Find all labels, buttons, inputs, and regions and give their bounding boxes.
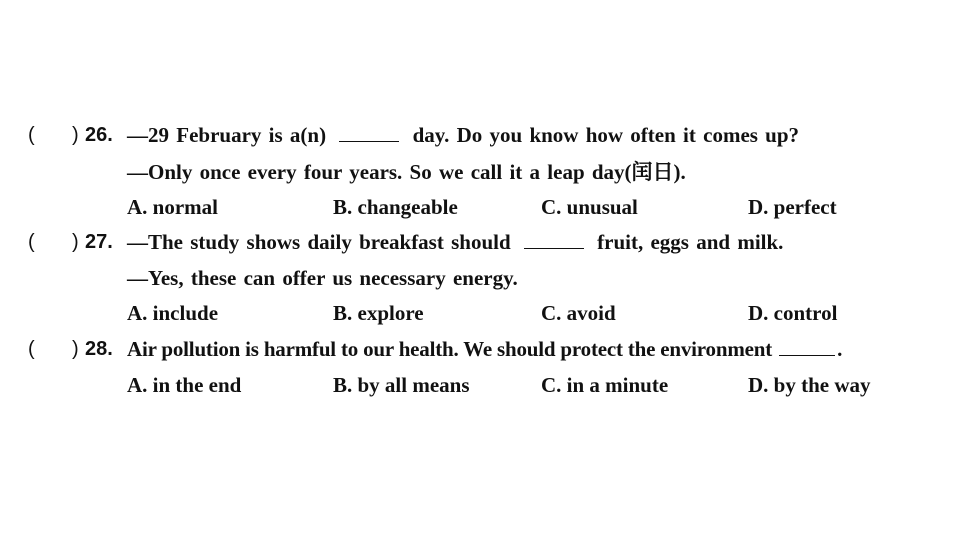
question-28-options [0,370,960,400]
option-d: D. control [748,301,838,325]
close-paren: ) [72,124,79,146]
question-26-options [0,192,960,222]
question-27-options [0,298,960,328]
option-c: C. unusual [541,195,638,219]
stem-before-blank: Air pollution is harmful to our health. We should protect the environment [127,337,778,361]
question-27-line-2 [0,263,960,293]
option-c: C. in a minute [541,373,669,397]
option-c: C. avoid [541,301,616,325]
question-stem [127,120,799,150]
option-b: B. explore [333,301,424,325]
question-stem [127,334,842,364]
option-a: A. normal [127,195,218,219]
option-a: A. in the end [127,373,242,397]
dialogue-response: —Yes, these can offer us necessary energy. [127,266,518,290]
stem-after-blank: day. Do you know how often it comes up? [405,123,800,147]
close-paren: ) [72,338,79,360]
dialogue-response: —Only once every four years. So we call it a leap day(闰日). [127,160,686,184]
question-number: 27. [85,231,113,253]
question-number: 28. [85,338,113,360]
question-27-line-1 [0,227,960,257]
answer-blank [339,123,399,142]
stem-after-blank: . [837,337,843,361]
option-d: D. perfect [748,195,837,219]
answer-blank [779,337,835,356]
question-26-line-2 [0,157,960,187]
option-d: D. by the way [748,373,871,397]
answer-blank [524,230,584,249]
option-a: A. include [127,301,219,325]
open-paren: ( [28,338,35,360]
question-stem [127,227,783,257]
stem-before-blank: —The study shows daily breakfast should [127,230,518,254]
option-b: B. by all means [333,373,470,397]
open-paren: ( [28,124,35,146]
stem-after-blank: fruit, eggs and milk. [589,230,784,254]
close-paren: ) [72,231,79,253]
question-26-line-1 [0,120,960,150]
option-b: B. changeable [333,195,458,219]
open-paren: ( [28,231,35,253]
question-28-line-1 [0,334,960,364]
stem-before-blank: —29 February is a(n) [127,123,334,147]
question-number: 26. [85,124,113,146]
